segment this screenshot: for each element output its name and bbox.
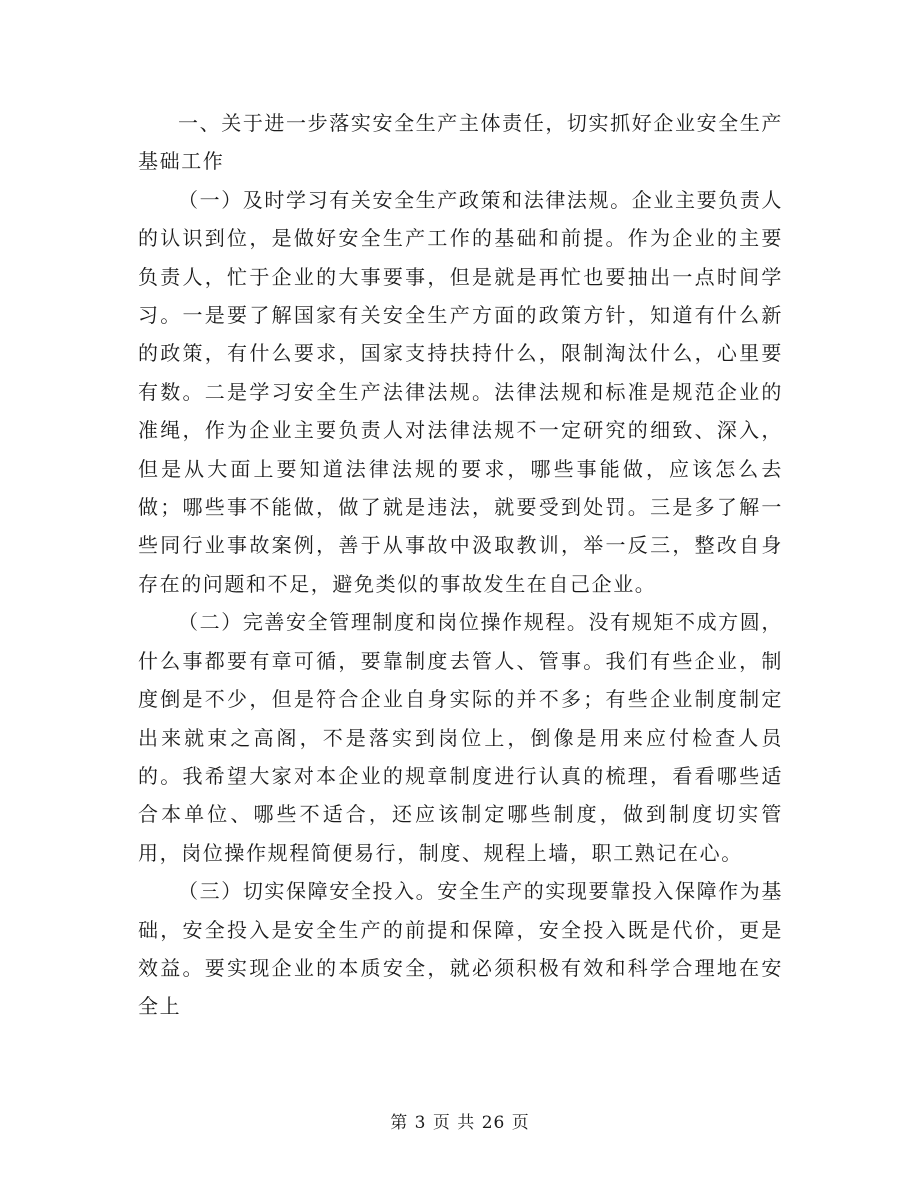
document-body [138,104,783,1026]
page-footer [0,1111,920,1135]
paragraph-1: （一）及时学习有关安全生产政策和法律法规。企业主要负责人的认识到位，是做好安全生产工作的基础和前提。作为企业的主要负责人，忙于企业的大事要事，但是就是再忙也要抽出一点时间学习。一是要了解国家有关安全生产方面的政策方针，知道有什么新的政策，有什么要求，国家支持扶持什么，限制淘汰什么，心里要有数。二是学习安全生产法律法规。法律法规和标准是规范企业的准绳，作为企业主要负责人对法律法规不一定研究的细致、深入，但是从大面上要知道法律法规的要求，哪些事能做，应该怎么去做；哪些事不能做，做了就是违法，就要受到处罚。三是多了解一些同行业事故案例，善于从事故中汲取教训，举一反三，整改自身存在的问题和不足，避免类似的事故发生在自己企业。 [138,187,783,596]
page-number: 第 3 页 共 26 页 [390,1113,530,1133]
section-heading: 一、关于进一步落实安全生产主体责任，切实抓好企业安全生产基础工作 [138,111,783,174]
paragraph-2: （二）完善安全管理制度和岗位操作规程。没有规矩不成方圆，什么事都要有章可循，要靠制度去管人、管事。我们有些企业，制度倒是不少，但是符合企业自身实际的并不多；有些企业制度制定出来就束之高阁，不是落实到岗位上，倒像是用来应付检查人员的。我希望大家对本企业的规章制度进行认真的梳理，看看哪些适合本单位、哪些不适合，还应该制定哪些制度，做到制度切实管用，岗位操作规程简便易行，制度、规程上墙，职工熟记在心。 [138,610,783,865]
paragraph-3: （三）切实保障安全投入。安全生产的实现要靠投入保障作为基础，安全投入是安全生产的前提和保障，安全投入既是代价，更是效益。要实现企业的本质安全，就必须积极有效和科学合理地在安全上 [138,879,783,1019]
